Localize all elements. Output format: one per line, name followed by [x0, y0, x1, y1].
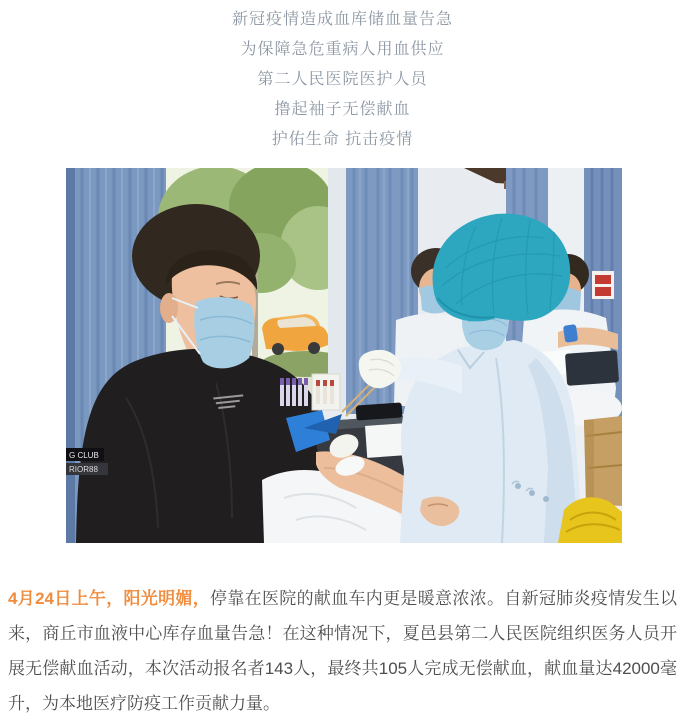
red-cap-tubes [316, 380, 334, 404]
headline-block [0, 0, 685, 155]
bg-right-armband [563, 324, 578, 343]
blood-donation-scene [66, 168, 622, 543]
headline-line-3: 第二人民医院医护人员 [257, 71, 428, 88]
body-text: 停靠在医院的献血车内更是暖意浓浓。自新冠肺炎疫情发生以来，商丘市血液中心库存血量告急！在这种情况下，夏邑县第二人民医院组织医务人员开展无偿献血活动，本次活动报名者143人，最终共105人完成无偿献血，献血量达42000毫升，为本地医疗防疫工作贡献力量。 [8, 589, 677, 713]
article-photo-blood-donation[interactable] [66, 168, 622, 543]
donor-mask [194, 297, 254, 368]
highlight-text: 4月24日上午，阳光明媚， [8, 589, 211, 608]
black-device [356, 402, 403, 420]
donor-ear [160, 293, 178, 323]
headline-line-2: 为保障急危重病人用血供应 [240, 41, 445, 58]
red-sign [592, 271, 614, 299]
headline-line-1: 新冠疫情造成血库储血量告急 [231, 11, 453, 28]
article-paragraph [8, 581, 677, 721]
cardboard-box [584, 416, 622, 506]
headline-line-4: 撸起袖子无偿献血 [274, 101, 411, 118]
headline-line-5: 护佑生命 抗击疫情 [271, 131, 414, 148]
badge-text-top: G CLUB [69, 451, 99, 460]
badge-text-bottom: RIOR88 [69, 465, 98, 474]
dark-clipboard [565, 350, 619, 386]
